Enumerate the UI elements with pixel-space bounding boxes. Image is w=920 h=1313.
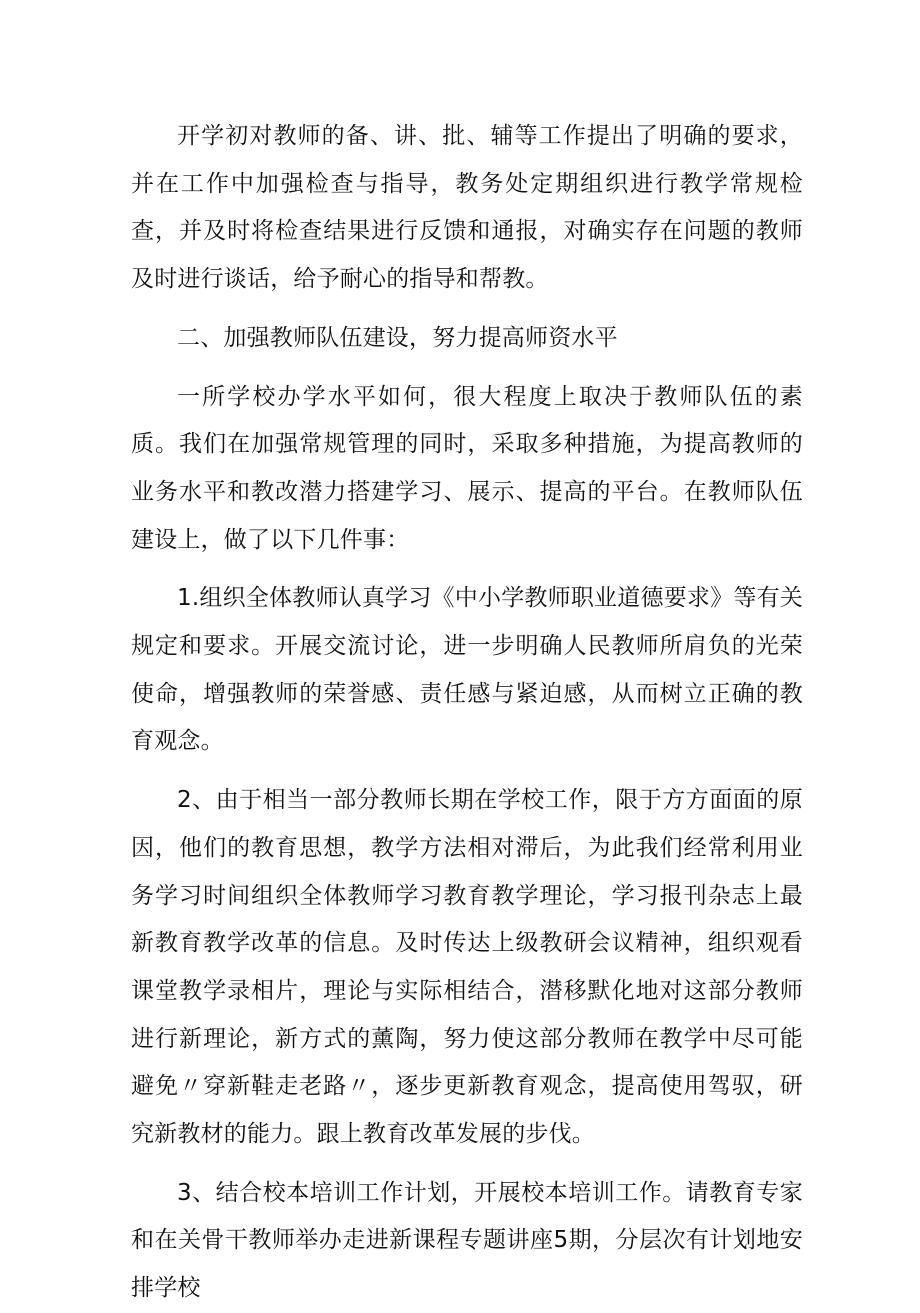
list-item-1-ethics-study: 1.组织全体教师认真学习《中小学教师职业道德要求》等有关规定和要求。开展交流讨论，进一步明确人民教师所肩负的光荣使命，增强教师的荣誉感、责任感与紧迫感，从而树立正确的教育观念。 (131, 585, 803, 755)
document-body (131, 113, 803, 1313)
paragraph-team-quality: 一所学校办学水平如何，很大程度上取决于教师队伍的素质。我们在加强常规管理的同时，采取多种措施，为提高教师的业务水平和教改潜力搭建学习、展示、提高的平台。在教师队伍建设上，做了以下几件事： (131, 383, 803, 553)
section-heading-teacher-team: 二、加强教师队伍建设，努力提高师资水平 (177, 324, 618, 351)
list-item-3-school-training: 3、结合校本培训工作计划，开展校本培训工作。请教育专家和在关骨干教师举办走进新课程专题讲座5期，分层次有计划地安排学校 (131, 1179, 803, 1302)
paragraph-teaching-requirements: 开学初对教师的备、讲、批、辅等工作提出了明确的要求，并在工作中加强检查与指导，教务处定期组织进行教学常规检查，并及时将检查结果进行反馈和通报，对确实存在问题的教师及时进行谈话，给予耐心的指导和帮教。 (131, 123, 803, 293)
list-item-2-theory-learning: 2、由于相当一部分教师长期在学校工作，限于方方面面的原因，他们的教育思想，教学方法相对滞后，为此我们经常利用业务学习时间组织全体教师学习教育教学理论，学习报刊杂志上最新教育教学改革的信息。及时传达上级教研会议精神，组织观看课堂教学录相片，理论与实际相结合，潜移默化地对这部分教师进行新理论，新方式的薰陶，努力使这部分教师在教学中尽可能避免〃穿新鞋走老路〃，逐步更新教育观念，提高使用驾驭，研究新教材的能力。跟上教育改革发展的步伐。 (131, 787, 803, 1148)
